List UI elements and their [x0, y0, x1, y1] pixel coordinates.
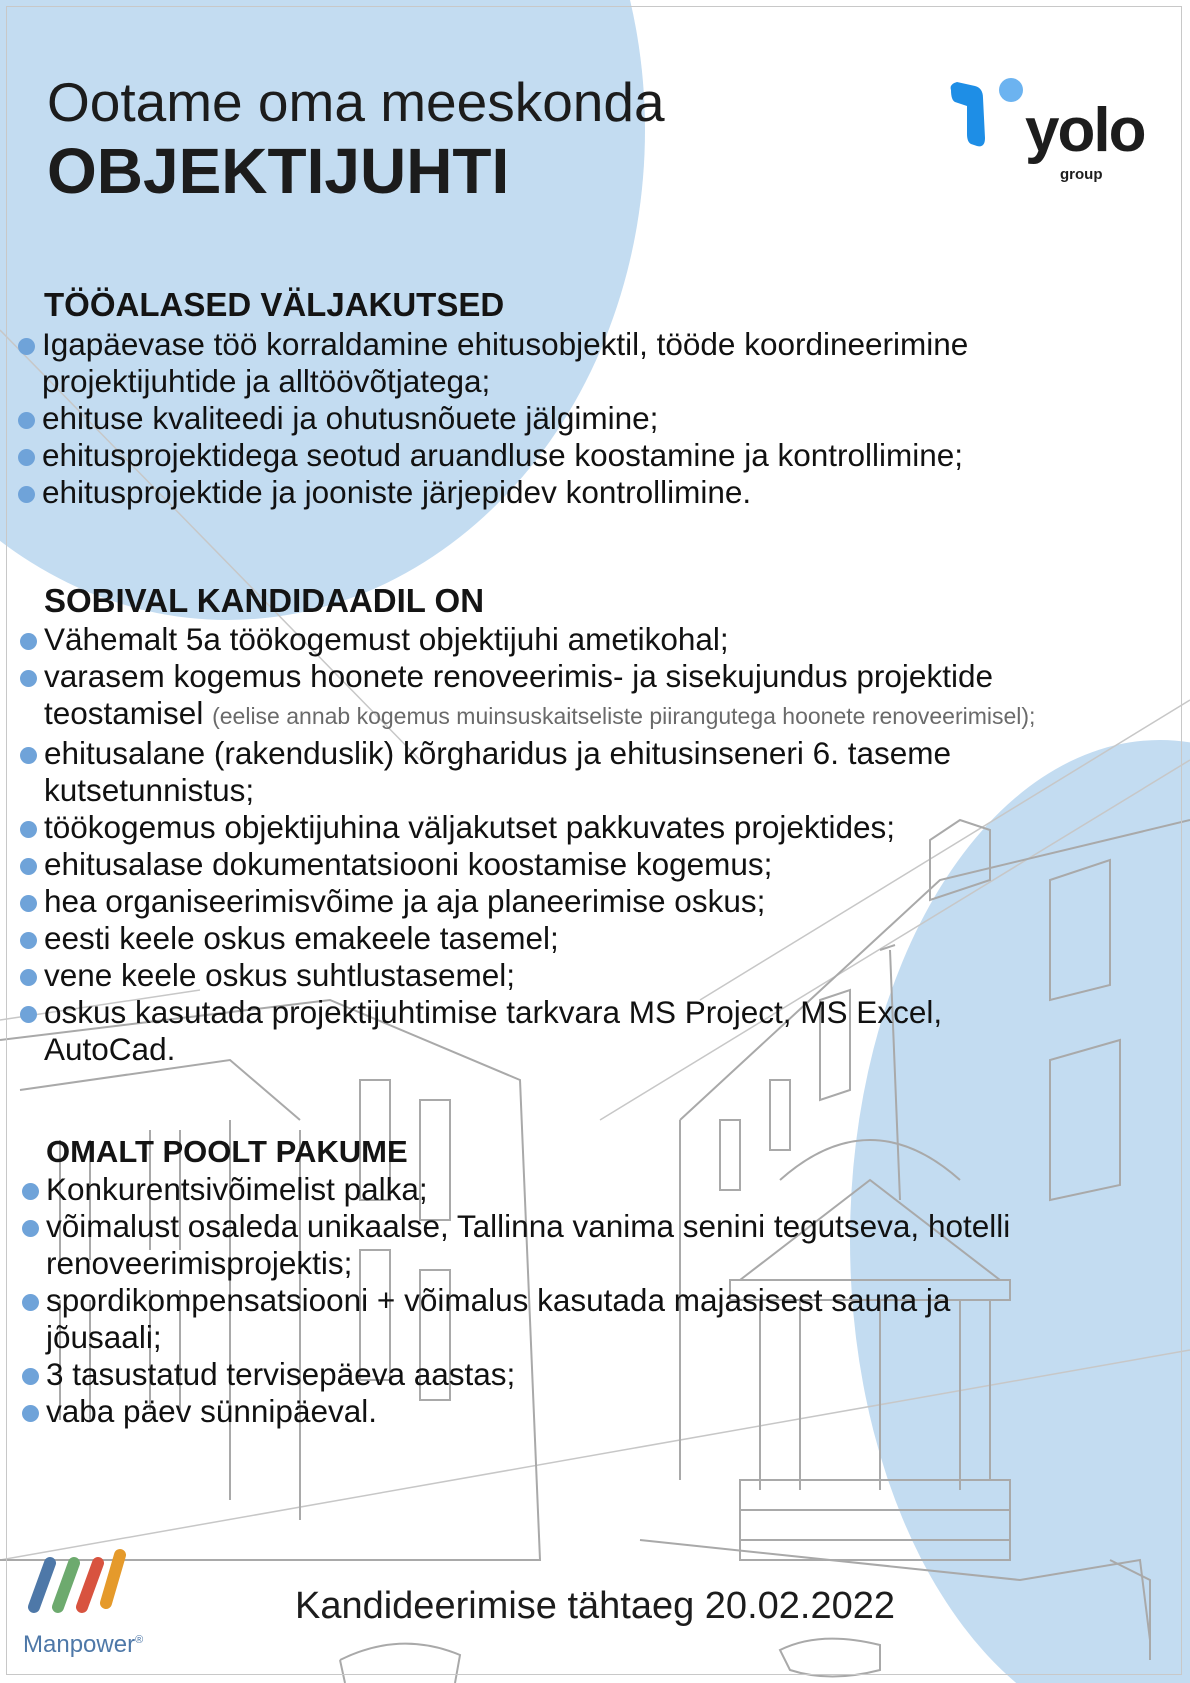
list-item: eesti keele oskus emakeele tasemel;	[44, 920, 1035, 957]
bullet-icon	[18, 486, 35, 503]
list-item-continuation: teostamisel (eelise annab kogemus muinsuskaitseliste piirangutega hoonete renoveerimisel);	[44, 695, 1036, 731]
manpower-logo	[20, 1545, 160, 1665]
list-item: 3 tasustatud tervisepäeva aastas;	[46, 1356, 1010, 1393]
offer-list	[46, 1171, 1010, 1430]
list-item: töökogemus objektijuhina väljakutset pakkuvates projektides;	[44, 809, 1035, 846]
list-item-continuation: renoveerimisprojektis;	[46, 1245, 353, 1281]
advantage-note: (eelise annab kogemus muinsuskaitseliste piirangutega hoonete renoveerimisel);	[212, 703, 1036, 729]
bullet-icon	[22, 1368, 39, 1385]
manpower-wordmark: Manpower®	[23, 1631, 144, 1658]
list-item: hea organiseerimisvõime ja aja planeerimise oskus;	[44, 883, 1035, 920]
bullet-icon	[18, 449, 35, 466]
bullet-icon	[20, 895, 37, 912]
list-item: ehitusalase dokumentatsiooni koostamise kogemus;	[44, 846, 1035, 883]
list-item-continuation: AutoCad.	[44, 1031, 176, 1067]
list-item: ehituse kvaliteedi ja ohutusnõuete jälgimine;	[42, 400, 968, 437]
headline	[47, 70, 665, 208]
bullet-icon	[18, 412, 35, 429]
list-item: Konkurentsivõimelist palka;	[46, 1171, 1010, 1208]
candidate-list	[44, 621, 1035, 1068]
bullet-icon	[22, 1405, 39, 1422]
bullet-icon	[18, 338, 35, 355]
list-item: Igapäevase töö korraldamine ehitusobjektil, tööde koordineerimine	[42, 326, 968, 363]
manpower-logo-icon	[20, 1545, 150, 1625]
section-title-candidate: SOBIVAL KANDIDAADIL ON	[44, 582, 485, 619]
yolo-wordmark: yolo	[1025, 96, 1145, 165]
headline-position: OBJEKTIJUHTI	[47, 135, 510, 207]
bullet-icon	[22, 1294, 39, 1311]
bullet-icon	[20, 747, 37, 764]
list-item: ehitusprojektidega seotud aruandluse koostamine ja kontrollimine;	[42, 437, 968, 474]
yolo-logo-icon	[945, 78, 1035, 158]
challenges-list	[42, 326, 968, 511]
bullet-icon	[22, 1183, 39, 1200]
list-item: ehitusprojektide ja jooniste järjepidev kontrollimine.	[42, 474, 968, 511]
bullet-icon	[20, 821, 37, 838]
list-item: Vähemalt 5a töökogemust objektijuhi ametikohal;	[44, 621, 1035, 658]
list-item-continuation: jõusaali;	[46, 1319, 162, 1355]
list-item: võimalust osaleda unikaalse, Tallinna vanima senini tegutseva, hotelli	[46, 1208, 1010, 1245]
headline-intro: Ootame oma meeskonda	[47, 71, 665, 133]
yolo-group-label: group	[1060, 166, 1103, 183]
bullet-icon	[20, 670, 37, 687]
bullet-icon	[20, 1006, 37, 1023]
bullet-icon	[20, 633, 37, 650]
bullet-icon	[20, 932, 37, 949]
list-item: varasem kogemus hoonete renoveerimis- ja sisekujundus projektide	[44, 658, 1035, 695]
list-item: oskus kasutada projektijuhtimise tarkvara MS Project, MS Excel,	[44, 994, 1035, 1031]
bullet-icon	[20, 969, 37, 986]
list-item: spordikompensatsiooni + võimalus kasutada majasisest sauna ja	[46, 1282, 1010, 1319]
list-item-continuation: kutsetunnistus;	[44, 772, 255, 808]
bullet-icon	[20, 858, 37, 875]
section-title-challenges: TÖÖALASED VÄLJAKUTSED	[44, 286, 505, 323]
yolo-group-logo	[945, 78, 1155, 188]
list-item: vene keele oskus suhtlustasemel;	[44, 957, 1035, 994]
bullet-icon	[22, 1220, 39, 1237]
list-item: ehitusalane (rakenduslik) kõrgharidus ja ehitusinseneri 6. taseme	[44, 735, 1035, 772]
list-item: vaba päev sünnipäeval.	[46, 1393, 1010, 1430]
application-deadline: Kandideerimise tähtaeg 20.02.2022	[294, 1585, 895, 1627]
section-title-offer: OMALT POOLT PAKUME	[46, 1134, 408, 1169]
list-item-continuation: projektijuhtide ja alltöövõtjatega;	[42, 363, 491, 399]
